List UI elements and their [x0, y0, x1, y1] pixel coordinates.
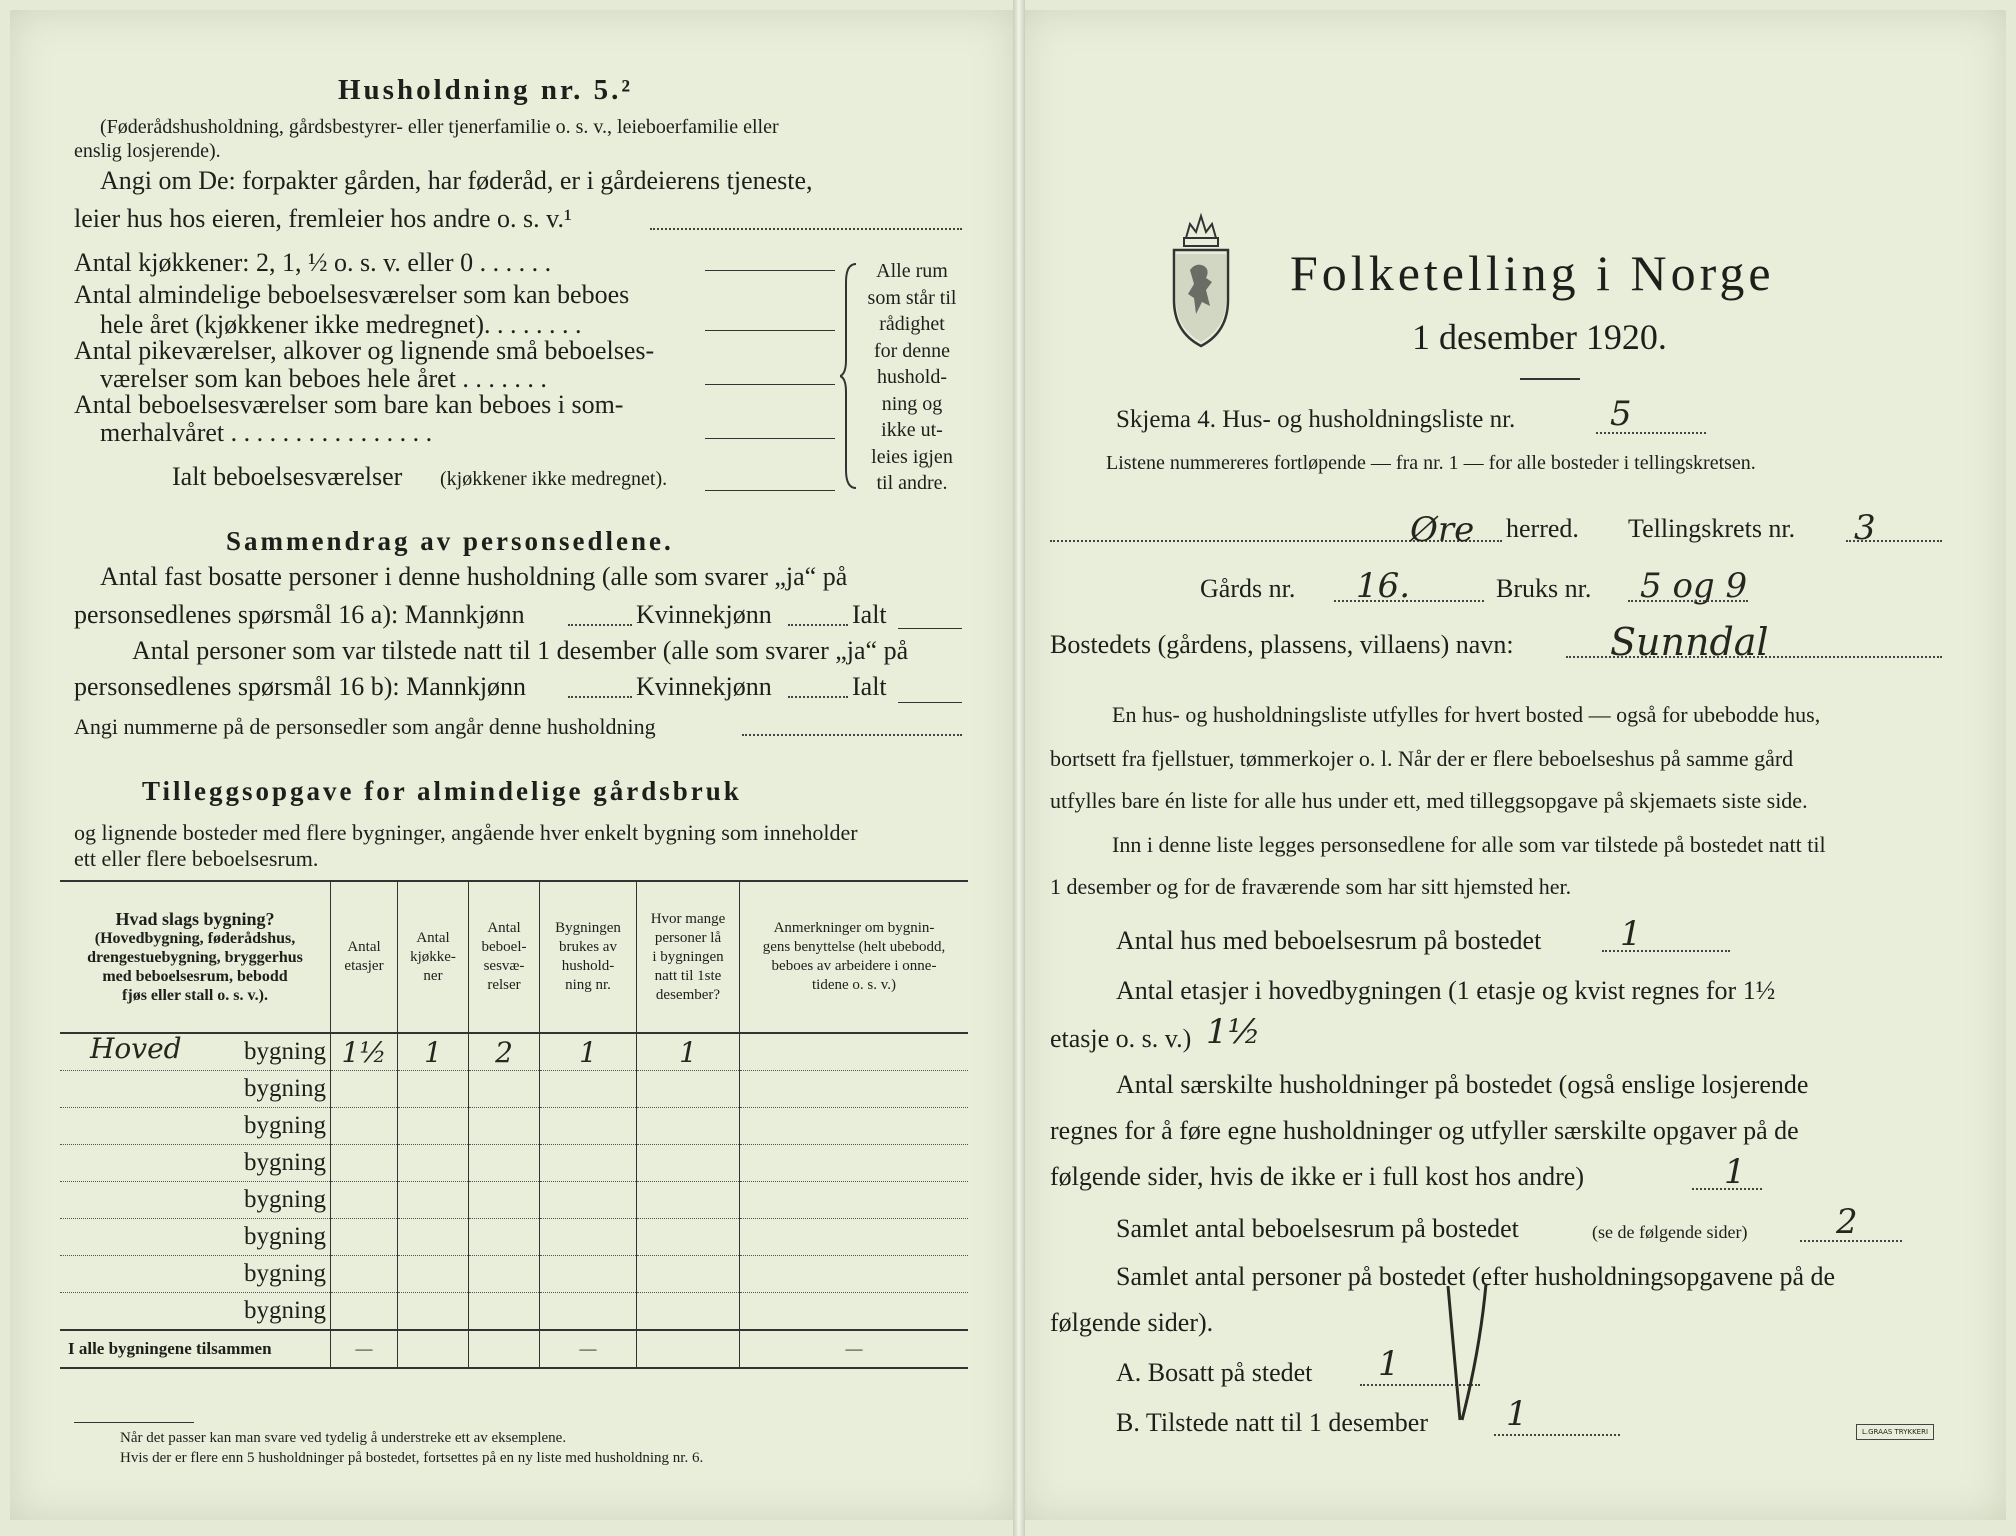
etasjer-cell	[331, 1182, 398, 1219]
rooms-line-3: Antal pikeværelser, alkover og lignende små beboelses-	[74, 336, 655, 365]
gards-label: Gårds nr.	[1200, 574, 1296, 603]
building-row	[60, 1071, 968, 1108]
anm-cell	[740, 1293, 969, 1331]
rooms-line-1: Antal almindelige beboelsesværelser som kan beboes	[74, 280, 630, 309]
rooms-line-2: hele året (kjøkkener ikke medregnet). . . . . . . .	[100, 310, 582, 339]
building-total-row	[60, 1330, 968, 1368]
col-header-line: Bygningen	[555, 920, 621, 936]
col-header-anmerkninger	[740, 881, 969, 1033]
col-header-line: Hvor mange	[650, 910, 726, 927]
personer-cell	[637, 1256, 740, 1293]
total-kjokken	[398, 1330, 469, 1368]
kjokken-cell	[398, 1293, 469, 1331]
etasjer-line-1: Antal etasjer i hovedbygningen (1 etasje og kvist regnes for 1½	[1116, 976, 1776, 1005]
personer-cell: 1	[637, 1033, 740, 1071]
tellingskrets-value: 3	[1854, 508, 1876, 548]
summary-b-kvinne: Kvinnekjønn	[636, 672, 772, 701]
personer-cell	[637, 1293, 740, 1331]
hus-value: 1	[1620, 914, 1642, 954]
building-type-cell	[60, 1033, 331, 1071]
col-header-line: i bygningen	[652, 948, 724, 965]
total-husholdning: —	[540, 1330, 637, 1368]
building-row	[60, 1182, 968, 1219]
col-header-kjokken	[398, 881, 469, 1033]
samlet-rum-label: Samlet antal beboelsesrum på bostedet	[1116, 1214, 1519, 1243]
col-header-line: Antal	[347, 939, 381, 955]
rooms-line-6: merhalvåret . . . . . . . . . . . . . . . .	[100, 418, 433, 447]
bygning-label: bygning	[244, 1297, 326, 1324]
kjokken-cell: 1	[398, 1033, 469, 1071]
census-date: 1 desember 1920.	[1412, 317, 1667, 357]
building-type-cell	[60, 1293, 331, 1331]
skjema-number: 5	[1610, 394, 1632, 434]
col-header-line: tidene o. s. v.)	[811, 977, 896, 993]
sarskilte-line-2: regnes for å føre egne husholdninger og utfyller særskilte opgaver på de	[1050, 1116, 1799, 1145]
building-table	[60, 880, 968, 1369]
summary-b-ialt-fill	[898, 702, 962, 703]
bygning-label: bygning	[244, 1112, 326, 1139]
summary-a-mann-fill	[568, 624, 632, 626]
samlet-pers-line-1: Samlet antal personer på bostedet (efter husholdningsopgavene på de	[1116, 1262, 1836, 1291]
para1-line-2: bortsett fra fjellstuer, tømmerkojer o. l. Når der er flere beboelseshus på samme gård	[1050, 746, 1794, 771]
angi-nummer-fill	[742, 734, 962, 736]
building-type-cell	[60, 1182, 331, 1219]
para2-line-1: Inn i denne liste legges personsedlene for alle som var tilstede på bostedet natt til	[1112, 832, 1826, 857]
vaerelser-cell	[469, 1108, 540, 1145]
building-row	[60, 1219, 968, 1256]
building-type-cell	[60, 1219, 331, 1256]
footnote-rule	[74, 1422, 194, 1423]
total-etasjer: —	[331, 1330, 398, 1368]
summary-b-mann-fill	[568, 696, 632, 698]
summary-a-line-1: Antal fast bosatte personer i denne husholdning (alle som svarer „ja“ på	[100, 562, 848, 591]
personer-cell	[637, 1182, 740, 1219]
building-name: Hoved	[90, 1032, 182, 1065]
col-header-personer	[637, 881, 740, 1033]
rooms-total-label: Ialt beboelsesværelser	[172, 462, 403, 491]
anm-cell	[740, 1071, 969, 1108]
angi-fill-line	[650, 228, 962, 230]
tillegg-line-2: ett eller flere beboelsesrum.	[74, 846, 319, 871]
total-personer	[637, 1330, 740, 1368]
para1-line-3: utfylles bare én liste for alle hus under ett, med tilleggsopgave på skjemaets siste side.	[1050, 788, 1808, 813]
col-header-line: natt til 1ste	[654, 967, 722, 984]
gards-value: 16.	[1356, 566, 1411, 606]
building-row	[60, 1293, 968, 1331]
samlet-rum-note: (se de følgende sider)	[1592, 1222, 1748, 1242]
etasjer-cell	[331, 1108, 398, 1145]
personer-cell	[637, 1071, 740, 1108]
norway-coat-of-arms-icon	[1166, 210, 1236, 350]
total-label: I alle bygningene tilsammen	[60, 1330, 331, 1368]
printer-stamp: L.GRAAS TRYKKERI	[1856, 1424, 1934, 1440]
side-note-line: hushold-	[877, 366, 947, 388]
col-header-line: beboel-	[481, 939, 527, 955]
side-note-line: Alle rum	[876, 260, 948, 282]
kjokken-cell	[398, 1256, 469, 1293]
col-header-line: drengestuebygning, bryggerhus	[87, 948, 303, 966]
side-note-line: ning og	[881, 392, 943, 415]
col-header-type	[60, 881, 331, 1033]
bygning-label: bygning	[244, 1223, 326, 1250]
vaerelser-cell	[469, 1182, 540, 1219]
kjokken-cell	[398, 1182, 469, 1219]
etasjer-line-2: etasje o. s. v.)	[1050, 1024, 1192, 1053]
sarskilte-fill	[1692, 1188, 1762, 1190]
col-header-line: med beboelsesrum, bebodd	[102, 967, 288, 985]
husholdning-cell	[540, 1293, 637, 1331]
etasjer-cell: 1½	[331, 1033, 398, 1071]
angi-line-2: leier hus hos eieren, fremleier hos andre o. s. v.¹	[74, 204, 572, 233]
personer-cell	[637, 1219, 740, 1256]
skjema-fill	[1596, 432, 1706, 434]
col-header-line: sesvæ-	[483, 958, 525, 974]
footnote-1: Når det passer kan man svare ved tydelig å understreke ett av eksemplene.	[120, 1430, 567, 1446]
etasjer-value: 1½	[1206, 1012, 1261, 1052]
col-header-line: hushold-	[561, 958, 615, 974]
personer-cell	[637, 1145, 740, 1182]
summary-b-line-2: personsedlenes spørsmål 16 b): Mannkjønn	[74, 672, 527, 701]
side-note-line: som står til	[867, 286, 957, 309]
angi-line-1: Angi om De: forpakter gården, har føderåd, er i gårdeierens tjeneste,	[100, 166, 813, 195]
hus-fill	[1602, 950, 1730, 952]
bosatt-label: A. Bosatt på stedet	[1116, 1358, 1313, 1387]
listene-note: Listene nummereres fortløpende — fra nr. 1 — for alle bosteder i tellingskretsen.	[1106, 452, 1756, 474]
husholdning-cell	[540, 1145, 637, 1182]
building-row	[60, 1033, 968, 1071]
household-intro-1: (Føderådshusholdning, gårdsbestyrer- eller tjenerfamilie o. s. v., leieboerfamilie eller	[100, 116, 779, 138]
footnote-2: Hvis der er flere enn 5 husholdninger på bostedet, fortsettes på en ny liste med husholdning nr. 6.	[120, 1450, 704, 1466]
vaerelser-cell: 2	[469, 1033, 540, 1071]
household-title: Husholdning nr. 5.²	[338, 74, 634, 106]
rooms-fill-3	[705, 438, 835, 439]
summary-a-kvinne: Kvinnekjønn	[636, 600, 772, 629]
side-note	[862, 258, 962, 497]
building-table-body	[60, 1033, 968, 1330]
title-rule	[1520, 378, 1580, 380]
col-header-line: Antal	[487, 920, 521, 936]
handwritten-mark-icon	[1440, 1280, 1500, 1430]
husholdning-cell: 1	[540, 1033, 637, 1071]
summary-title: Sammendrag av personsedlene.	[226, 526, 674, 556]
anm-cell	[740, 1219, 969, 1256]
total-vaerelser	[469, 1330, 540, 1368]
sarskilte-line-1: Antal særskilte husholdninger på bostedet (også enslige losjerende	[1116, 1070, 1809, 1099]
etasjer-cell	[331, 1219, 398, 1256]
anm-cell	[740, 1108, 969, 1145]
summary-b-kvinne-fill	[788, 696, 848, 698]
bygning-label: bygning	[244, 1186, 326, 1213]
side-note-line: rådighet	[879, 313, 945, 335]
sarskilte-line-3: følgende sider, hvis de ikke er i full kost hos andre)	[1050, 1162, 1584, 1191]
tilstede-fill	[1494, 1434, 1620, 1436]
col-header-line: desember?	[655, 986, 721, 1003]
brace-icon	[840, 262, 860, 490]
rooms-line-5: Antal beboelsesværelser som bare kan beboes i som-	[74, 390, 624, 419]
etasjer-cell	[331, 1256, 398, 1293]
col-header-line: beboes av arbeidere i onne-	[771, 958, 937, 974]
husholdning-cell	[540, 1219, 637, 1256]
anm-cell	[740, 1033, 969, 1071]
vaerelser-cell	[469, 1071, 540, 1108]
skjema-label: Skjema 4. Hus- og husholdningsliste nr.	[1116, 406, 1516, 433]
vaerelser-cell	[469, 1145, 540, 1182]
col-header-vaerelser	[469, 881, 540, 1033]
side-note-line: for denne	[873, 339, 951, 362]
tellingskrets-fill	[1846, 540, 1942, 542]
summary-b-line-1: Antal personer som var tilstede natt til 1 desember (alle som svarer „ja“ på	[132, 636, 909, 665]
herred-value: Øre	[1410, 510, 1475, 550]
rooms-fill-1	[705, 330, 835, 331]
household-intro-2: enslig losjerende).	[74, 140, 221, 162]
col-header-line: ner	[423, 967, 443, 984]
anm-cell	[740, 1256, 969, 1293]
bosted-fill	[1566, 656, 1942, 658]
bygning-label: bygning	[244, 1038, 326, 1065]
rooms-fill-0	[705, 270, 835, 271]
gards-fill	[1334, 600, 1484, 602]
page-fold	[1013, 0, 1025, 1536]
side-note-line: ikke ut-	[881, 419, 943, 441]
building-table-header	[60, 881, 968, 1033]
bruks-label: Bruks nr.	[1496, 574, 1592, 603]
anm-cell	[740, 1145, 969, 1182]
rooms-fill-2	[705, 384, 835, 385]
col-header-husholdning	[540, 881, 637, 1033]
vaerelser-cell	[469, 1219, 540, 1256]
vaerelser-cell	[469, 1293, 540, 1331]
kjokken-cell	[398, 1108, 469, 1145]
samlet-rum-value: 2	[1836, 1202, 1858, 1242]
tillegg-line-1: og lignende bosteder med flere bygninger, angående hver enkelt bygning som inneholder	[74, 820, 858, 845]
col-header-line: Anmerkninger om bygnin-	[773, 920, 935, 936]
col-header-line: personer lå	[654, 929, 722, 946]
tilstede-value: 1	[1506, 1394, 1528, 1434]
summary-a-ialt: Ialt	[852, 600, 887, 629]
husholdning-cell	[540, 1108, 637, 1145]
angi-nummer: Angi nummerne på de personsedler som angår denne husholdning	[74, 714, 656, 739]
herred-label: herred.	[1506, 514, 1579, 543]
col-header-line: fjøs eller stall o. s. v.).	[122, 986, 268, 1004]
tilstede-label: B. Tilstede natt til 1 desember	[1116, 1408, 1428, 1437]
side-note-line: leies igjen	[871, 445, 953, 468]
rooms-line-4: værelser som kan beboes hele året . . . . . . .	[100, 364, 547, 393]
tillegg-title: Tilleggsopgave for almindelige gårdsbruk	[142, 776, 742, 806]
building-type-cell	[60, 1145, 331, 1182]
building-row	[60, 1108, 968, 1145]
main-title: Folketelling i Norge	[1290, 245, 1775, 301]
sarskilte-value: 1	[1724, 1152, 1746, 1192]
para2-line-2: 1 desember og for de fraværende som har sitt hjemsted her.	[1050, 874, 1572, 899]
summary-a-line-2: personsedlenes spørsmål 16 a): Mannkjønn	[74, 600, 525, 629]
husholdning-cell	[540, 1182, 637, 1219]
col-header-line: gens benyttelse (helt ubebodd,	[762, 939, 946, 955]
col-header-etasjer	[331, 881, 398, 1033]
summary-a-ialt-fill	[898, 628, 962, 629]
building-type-cell	[60, 1256, 331, 1293]
kjokken-cell	[398, 1071, 469, 1108]
etasjer-cell	[331, 1071, 398, 1108]
col-header-line: relser	[487, 977, 521, 993]
bruks-value: 5 og 9	[1640, 566, 1748, 606]
building-type-cell	[60, 1108, 331, 1145]
para1-line-1: En hus- og husholdningsliste utfylles for hvert bosted — også for ubebodde hus,	[1112, 702, 1821, 727]
bosted-value: Sunndal	[1610, 620, 1769, 664]
side-note-line: til andre.	[876, 472, 948, 494]
bruks-fill	[1628, 600, 1748, 602]
building-type-cell	[60, 1071, 331, 1108]
etasjer-cell	[331, 1293, 398, 1331]
kjokken-cell	[398, 1145, 469, 1182]
building-row	[60, 1256, 968, 1293]
bosatt-value: 1	[1378, 1344, 1400, 1384]
rooms-line-0: Antal kjøkkener: 2, 1, ½ o. s. v. eller 0 . . . . . .	[74, 248, 552, 277]
kjokken-cell	[398, 1219, 469, 1256]
samlet-rum-fill	[1800, 1240, 1902, 1242]
rooms-total-note: (kjøkkener ikke medregnet).	[440, 468, 668, 490]
summary-a-kvinne-fill	[788, 624, 848, 626]
bygning-label: bygning	[244, 1149, 326, 1176]
col-header-line: kjøkke-	[410, 948, 456, 965]
personer-cell	[637, 1108, 740, 1145]
bosted-label: Bostedets (gårdens, plassens, villaens) navn:	[1050, 630, 1514, 659]
samlet-pers-line-2: følgende sider).	[1050, 1308, 1214, 1337]
husholdning-cell	[540, 1256, 637, 1293]
col-header-line: Hvad slags bygning?	[115, 908, 275, 929]
hus-label: Antal hus med beboelsesrum på bostedet	[1116, 926, 1542, 955]
col-header-line: brukes av	[559, 939, 617, 955]
husholdning-cell	[540, 1071, 637, 1108]
vaerelser-cell	[469, 1256, 540, 1293]
summary-b-ialt: Ialt	[852, 672, 887, 701]
building-row	[60, 1145, 968, 1182]
col-header-line: (Hovedbygning, føderådshus,	[94, 929, 296, 947]
total-anm: —	[740, 1330, 969, 1368]
tellingskrets-label: Tellingskrets nr.	[1628, 514, 1796, 543]
col-header-line: Antal	[416, 929, 450, 946]
col-header-line: etasjer	[344, 958, 384, 974]
col-header-line: ning nr.	[565, 977, 611, 993]
etasjer-cell	[331, 1145, 398, 1182]
bygning-label: bygning	[244, 1260, 326, 1287]
anm-cell	[740, 1182, 969, 1219]
rooms-total-fill	[705, 490, 835, 491]
bygning-label: bygning	[244, 1075, 326, 1102]
